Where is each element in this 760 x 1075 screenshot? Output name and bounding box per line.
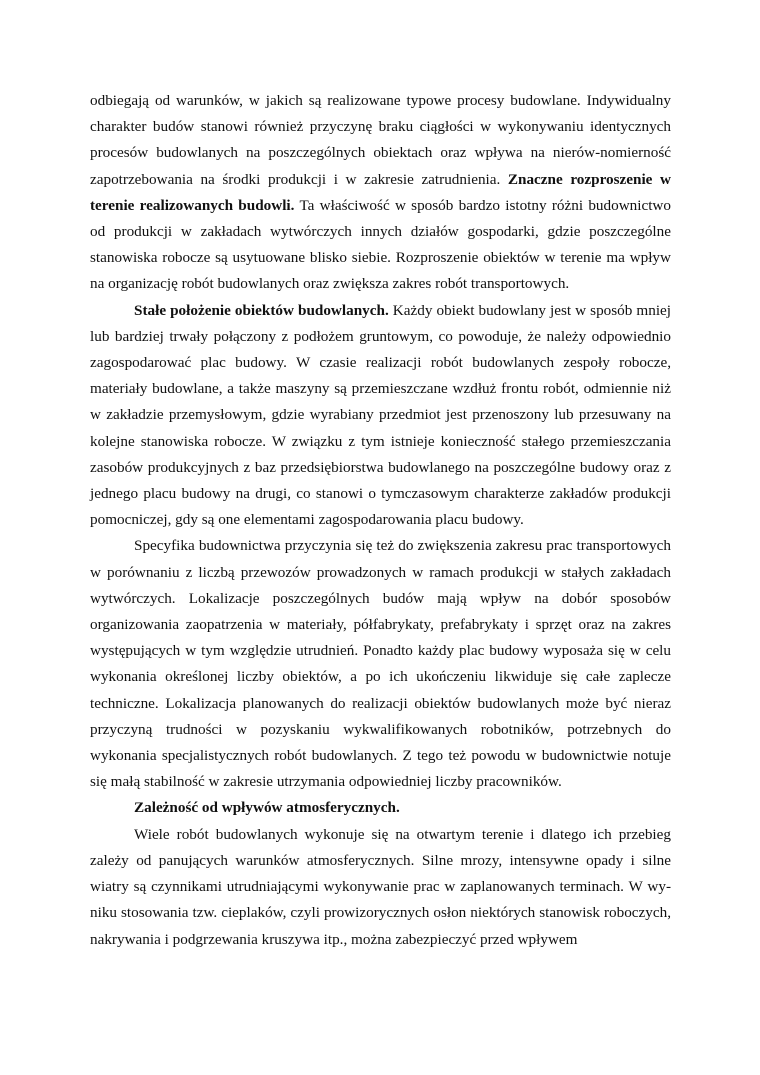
paragraph-2-heading: Stałe położenie obiektów budowlanych.: [134, 301, 389, 319]
paragraph-5-text: Wiele robót budowlanych wykonuje się na otwartym terenie i dlatego ich przebieg zależy od panujących warunków atmosferycznych. Silne mrozy, intensywne opady i silne wiatry są czynnikami utrudniającymi wykonywanie prac w zaplanowanych terminach. W wy-niku stosowania tzw. cieplaków, czyli prowizorycznych osłon niektórych stanowisk roboczych, nakrywania i podgrzewania kruszywa itp., można zabezpieczyć przed wpływem: [90, 825, 671, 948]
paragraph-5: [90, 822, 671, 953]
paragraph-2-text: Każdy obiekt budowlany jest w sposób mniej lub bardziej trwały połączony z podłożem gruntowym, co powoduje, że należy odpowiednio zagospodarować plac budowy. W czasie realizacji robót budowlanych zespoły robocze, materiały budowlane, a także maszyny są przemieszczane wzdłuż frontu robót, odmiennie niż w zakładzie przemysłowym, gdzie wyrabiany przedmiot jest przenoszony lub przesuwany na kolejne stanowiska robocze. W związku z tym istnieje konieczność stałego przemieszczania zasobów produkcyjnych z baz przedsiębiorstwa budowlanego na poszczególne budowy oraz z jednego placu budowy na drugi, co stanowi o tymczasowym charakterze zakładów produkcji pomocniczej, gdy są one elementami zagospodarowania placu budowy.: [90, 301, 671, 529]
paragraph-4-heading: Zależność od wpływów atmosferycznych.: [134, 799, 400, 817]
paragraph-1-heading: Znaczne rozproszenie w terenie realizowanych budowli.: [90, 170, 671, 214]
paragraph-1: [90, 88, 671, 298]
paragraph-4: [90, 795, 671, 821]
paragraph-3: [90, 533, 671, 795]
document-body: [90, 88, 671, 953]
paragraph-1-text-b: Ta właściwość w sposób bardzo istotny różni budownictwo od produkcji w zakładach wytwórczych innych działów gospodarki, gdzie poszczególne stanowiska robocze są usytuowane blisko siebie. Rozproszenie obiektów w terenie ma wpływ na organizację robót budowlanych oraz zwiększa zakres robót transportowych.: [90, 196, 671, 293]
paragraph-1-text-a: odbiegają od warunków, w jakich są realizowane typowe procesy budowlane. Indywidualny charakter budów stanowi również przyczynę braku ciągłości w wykonywaniu identycznych procesów budowlanych na poszczególnych obiektach oraz wpływa na nierów-nomierność zapotrzebowania na środki produkcji i w zakresie zatrudnienia.: [90, 92, 671, 188]
paragraph-3-text: Specyfika budownictwa przyczynia się też do zwiększenia zakresu prac transportowych w porównaniu z liczbą przewozów prowadzonych w ramach produkcji w stałych zakładach wytwórczych. Lokalizacje poszczególnych budów mają wpływ na dobór sposobów organizowania zaopatrzenia w materiały, półfabrykaty, prefabrykaty i sprzęt oraz na zakres występujących w tym względzie utrudnień. Ponadto każdy plac budowy wyposaża się w celu wykonania określonej liczby obiektów, a po ich ukończeniu likwiduje się całe zaplecze techniczne. Lokalizacja planowanych do realizacji obiektów budowlanych może być nieraz przyczyną trudności w pozyskaniu wykwalifikowanych robotników, potrzebnych do wykonania specjalistycznych robót budowlanych. Z tego też powodu w budownictwie notuje się małą stabilność w zakresie utrzymania odpowiedniej liczby pracowników.: [90, 537, 671, 791]
paragraph-2: [90, 298, 671, 534]
